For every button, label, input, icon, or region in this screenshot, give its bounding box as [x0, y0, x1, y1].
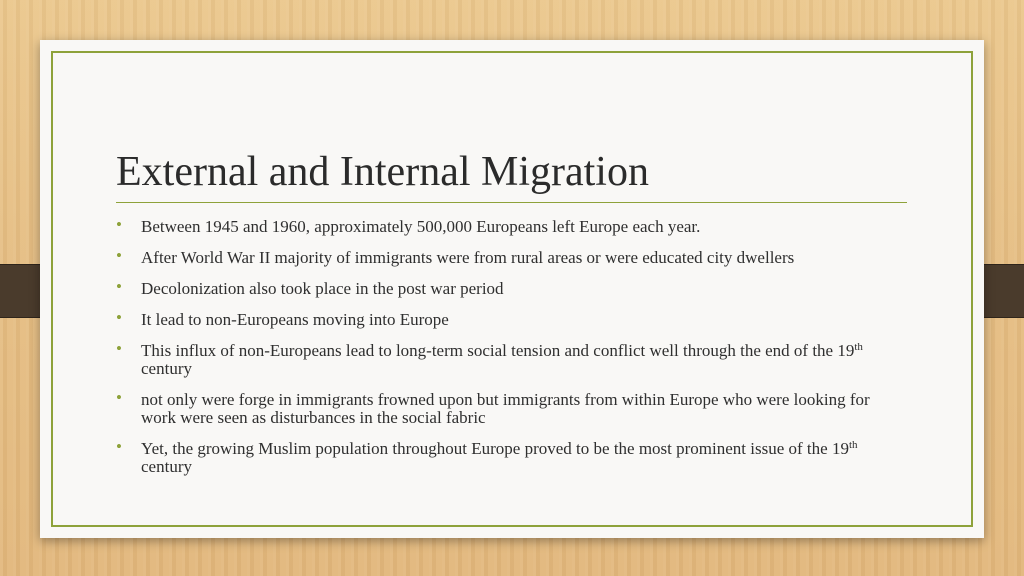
bullet-text: This influx of non-Europeans lead to long-term social tension and conflict well through the end of the 19 [141, 341, 855, 360]
bullet-icon: • [116, 277, 122, 296]
bullet-text-tail: century [141, 457, 192, 476]
bullet-text: not only were forge in immigrants frowned upon but immigrants from within Europe who were looking for work were seen as disturbances in the social fabric [141, 390, 870, 427]
bullet-item [116, 215, 908, 236]
bullet-icon: • [116, 215, 122, 234]
bullet-icon: • [116, 339, 122, 358]
bullet-item [116, 246, 908, 267]
bullet-item [116, 388, 908, 427]
slide-canvas [40, 40, 984, 538]
bullet-text: Between 1945 and 1960, approximately 500,000 Europeans left Europe each year. [141, 217, 701, 236]
bullet-item [116, 308, 908, 329]
title-underline [116, 202, 907, 203]
slide-title: External and Internal Migration [116, 149, 649, 195]
bullet-icon: • [116, 308, 122, 327]
bullet-text-tail: century [141, 359, 192, 378]
bullet-text: Decolonization also took place in the post war period [141, 279, 504, 298]
bullet-icon: • [116, 437, 122, 456]
bullet-text: Yet, the growing Muslim population throughout Europe proved to be the most prominent issue of the 19 [141, 439, 849, 458]
bullet-text: After World War II majority of immigrants were from rural areas or were educated city dwellers [141, 248, 795, 267]
bullet-item [116, 339, 908, 378]
bullet-item [116, 277, 908, 298]
superscript: th [854, 341, 863, 353]
superscript: th [848, 439, 858, 451]
bullet-item [116, 437, 908, 476]
bullet-icon: • [116, 388, 122, 407]
bullet-text: It lead to non-Europeans moving into Europe [141, 310, 449, 329]
bullet-list [116, 215, 908, 489]
bullet-icon: • [116, 246, 122, 265]
